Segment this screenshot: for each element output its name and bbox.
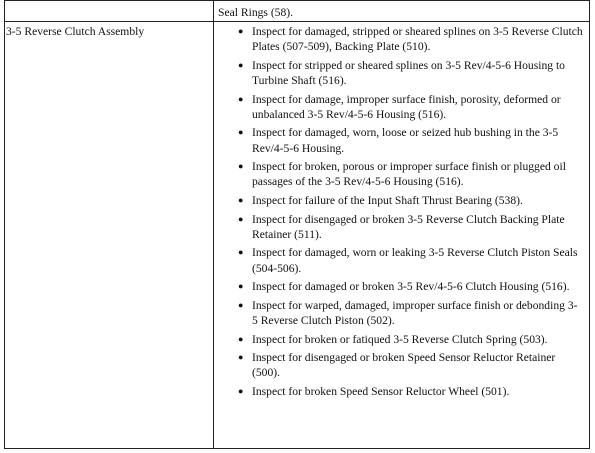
component-cell (5, 1, 214, 22)
bullet-icon: ● (238, 247, 244, 258)
inspection-cell (214, 22, 590, 449)
bullet-icon: ● (238, 333, 244, 344)
checklist-item-text: Inspect for disengaged or broken 3-5 Reverse Clutch Backing Plate Retainer (511). (252, 212, 565, 241)
checklist-item (214, 212, 583, 242)
bullet-icon: ● (238, 93, 244, 104)
inspection-cell (214, 1, 590, 22)
checklist-item-text: Inspect for failure of the Input Shaft Thrust Bearing (538). (252, 193, 523, 207)
inspection-table (4, 0, 590, 449)
checklist-item-text: Inspect for broken, porous or improper surface finish or plugged oil passages of the 3-5 Rev/4-5-6 Housing (516). (252, 160, 566, 189)
bullet-icon: ● (238, 385, 244, 396)
checklist-item-text: Inspect for damaged, stripped or sheared splines on 3-5 Reverse Clutch Plates (507-509), Backing Plate (510). (252, 25, 583, 54)
checklist-item (214, 279, 583, 294)
checklist-item-text: Inspect for disengaged or broken Speed Sensor Reluctor Retainer (500). (252, 351, 556, 380)
bullet-icon: ● (238, 352, 244, 363)
checklist-item (214, 125, 583, 155)
checklist-item (214, 193, 583, 208)
component-label: 3-5 Reverse Clutch Assembly (6, 25, 145, 38)
bullet-icon: ● (238, 59, 244, 70)
checklist-item (214, 92, 583, 122)
inspection-text: Seal Rings (58). (218, 6, 294, 19)
checklist-item-text: Inspect for warped, damaged, improper surface finish or debonding 3-5 Reverse Clutch Piston (502). (252, 298, 578, 327)
inspection-checklist (214, 22, 589, 399)
checklist-item-text: Inspect for damage, improper surface finish, porosity, deformed or unbalanced 3-5 Rev/4-5-6 Housing (516). (252, 92, 561, 121)
checklist-item-text: Inspect for damaged or broken 3-5 Rev/4-5-6 Clutch Housing (516). (252, 280, 570, 294)
bullet-icon: ● (238, 26, 244, 36)
checklist-item-text: Inspect for broken Speed Sensor Reluctor Wheel (501). (252, 384, 510, 398)
checklist-item (214, 245, 583, 275)
bullet-icon: ● (238, 161, 244, 172)
checklist-item-text: Inspect for damaged, worn or leaking 3-5 Reverse Clutch Piston Seals (504-506). (252, 246, 578, 275)
checklist-item (214, 58, 583, 88)
bullet-icon: ● (238, 194, 244, 205)
bullet-icon: ● (238, 213, 244, 224)
checklist-item (214, 384, 583, 399)
checklist-item (214, 332, 583, 347)
checklist-item-text: Inspect for damaged, worn, loose or seized hub bushing in the 3-5 Rev/4-5-6 Housing. (252, 126, 559, 155)
bullet-icon: ● (238, 281, 244, 292)
table-row (5, 22, 590, 449)
bullet-icon: ● (238, 299, 244, 310)
bullet-icon: ● (238, 127, 244, 138)
checklist-item (214, 350, 583, 380)
checklist-item (214, 159, 583, 189)
checklist-item-text: Inspect for stripped or sheared splines on 3-5 Rev/4-5-6 Housing to Turbine Shaft (516). (252, 58, 565, 87)
checklist-item-text: Inspect for broken or fatiqued 3-5 Reverse Clutch Spring (503). (252, 332, 548, 346)
checklist-item (214, 24, 583, 54)
table-row (5, 1, 590, 22)
checklist-item (214, 298, 583, 328)
component-cell (5, 22, 214, 449)
